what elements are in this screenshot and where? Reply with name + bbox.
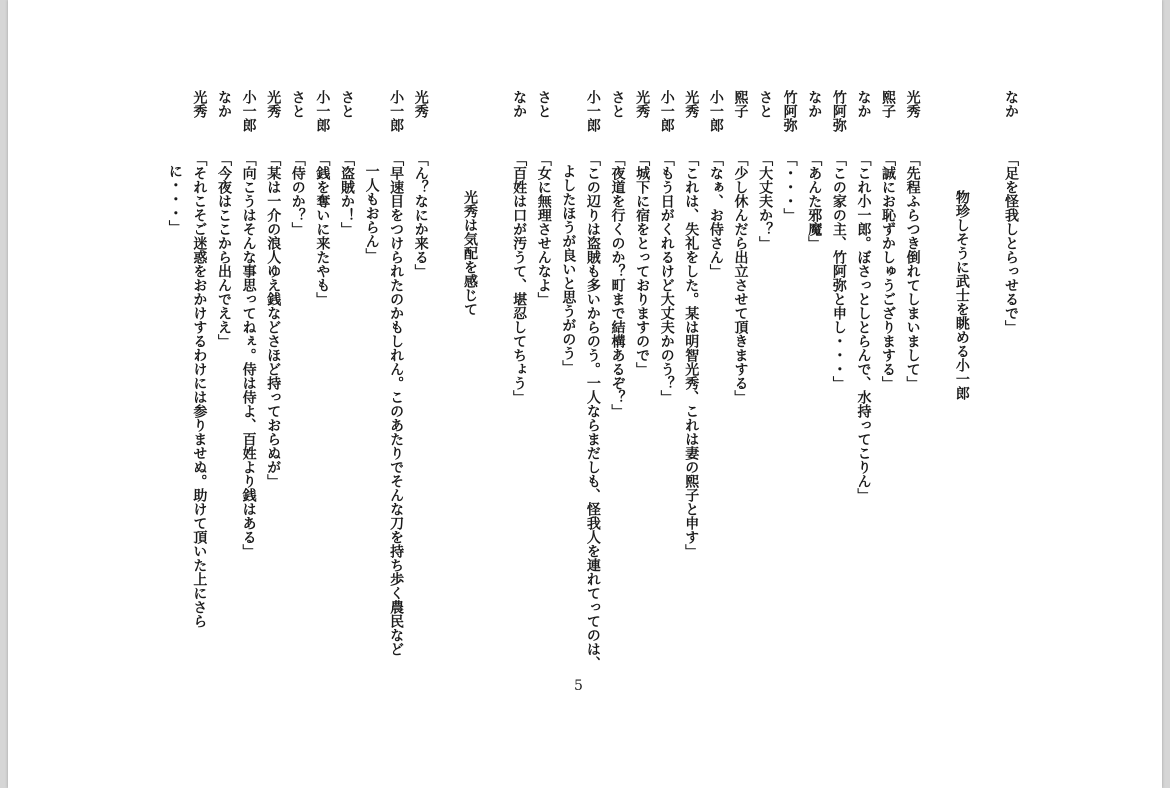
dialogue-line — [187, 90, 212, 700]
dialogue-text: 「もう日がくれるけど大丈夫かのう？」 — [658, 152, 675, 404]
dialogue-text: 「大丈夫か？」 — [757, 152, 774, 250]
dialogue-text: 「この家の主、竹阿弥と申し・・・」 — [830, 152, 847, 390]
dialogue-line — [261, 90, 286, 700]
dialogue-text: 「あんた邪魔」 — [806, 152, 823, 250]
speaker-name: さと — [609, 90, 626, 118]
speaker-name: 光秀 — [904, 90, 921, 118]
dialogue-line — [679, 90, 704, 700]
dialogue-continuation — [359, 90, 384, 700]
dialogue-line — [334, 90, 359, 700]
speaker-name: さと — [338, 90, 355, 118]
page-number: 5 — [574, 678, 583, 694]
blank-line — [925, 90, 950, 100]
dialogue-text: 「今夜はここから出んでええ」 — [216, 152, 232, 348]
dialogue-line — [900, 90, 925, 700]
dialogue-continuation-text: よしたほうが良いと思うがのう」 — [560, 164, 577, 374]
dialogue-text: 「なぁ、お侍さん」 — [707, 152, 724, 278]
dialogue-text: 「少し休んだら出立させて頂きまする」 — [732, 152, 749, 404]
dialogue-text: 「侍のか？」 — [289, 152, 306, 236]
dialogue-line — [310, 90, 335, 700]
dialogue-text: 「早速目をつけられたのかもしれん。このあたりでそんな刀を持ち歩く農民など — [388, 152, 405, 656]
speaker-name: 小一郎 — [584, 90, 601, 132]
speaker-name: なか — [855, 90, 872, 118]
speaker-name: なか — [216, 90, 232, 118]
dialogue-text: 「先程ふらつき倒れてしまいまして」 — [904, 152, 921, 390]
dialogue-text: 「この辺りは盗賊も多いからのう。一人ならまだしも、怪我人を連れてってのは、 — [584, 152, 601, 670]
dialogue-text: 「これは、失礼をした。某は明智光秀、これは妻の熙子と申す」 — [683, 152, 700, 558]
dialogue-text: 「盗賊か！」 — [338, 152, 355, 236]
dialogue-line — [507, 90, 532, 700]
dialogue-text: 「某は一介の浪人ゆえ銭などさほど持っておらぬが」 — [265, 152, 282, 488]
script-page — [8, 0, 1162, 788]
dialogue-line — [630, 90, 655, 700]
dialogue-line — [802, 90, 827, 700]
dialogue-continuation — [162, 90, 187, 700]
stage-direction-text: 光秀は気配を感じて — [461, 190, 478, 316]
speaker-name: 小一郎 — [658, 90, 675, 132]
dialogue-line — [728, 90, 753, 700]
dialogue-text: 「百姓は口が汚うて、堪忍してちょう」 — [511, 152, 528, 404]
dialogue-line — [703, 90, 728, 700]
dialogue-text: 「夜道を行くのか？町まで結構あるぞ？」 — [609, 152, 626, 418]
blank-line — [433, 90, 458, 100]
speaker-name: 竹阿弥 — [830, 90, 847, 132]
speaker-name: 小一郎 — [707, 90, 724, 132]
dialogue-continuation-text: 一人もおらん」 — [363, 164, 380, 262]
blank-line — [482, 90, 507, 100]
speaker-name: さと — [535, 90, 552, 118]
speaker-name: なか — [1003, 90, 1019, 118]
dialogue-line — [285, 90, 310, 700]
dialogue-text: 「・・・」 — [781, 152, 798, 222]
dialogue-text: 「向こうはそんな事思ってねぇ。侍は侍よ、百姓より銭はある」 — [240, 152, 257, 558]
speaker-name: 小一郎 — [388, 90, 405, 132]
dialogue-line — [654, 90, 679, 700]
speaker-name: 小一郎 — [240, 90, 257, 132]
speaker-name: 光秀 — [412, 90, 429, 118]
dialogue-line — [605, 90, 630, 700]
dialogue-line — [826, 90, 851, 700]
speaker-name: 小一郎 — [314, 90, 331, 132]
dialogue-line — [408, 90, 433, 700]
dialogue-text: 「銭を奪いに来たやも」 — [314, 152, 331, 306]
dialogue-line — [211, 90, 236, 700]
dialogue-text: 「足を怪我しとらっせるで」 — [1003, 152, 1019, 334]
speaker-name: さと — [289, 90, 306, 118]
speaker-name: 熙子 — [880, 90, 897, 118]
dialogue-line — [752, 90, 777, 700]
speaker-name: さと — [757, 90, 774, 118]
speaker-name: 光秀 — [265, 90, 282, 118]
screenplay-text — [162, 90, 1023, 700]
speaker-name: なか — [806, 90, 823, 118]
stage-direction — [949, 90, 974, 700]
dialogue-line — [851, 90, 876, 700]
speaker-name: 光秀 — [634, 90, 651, 118]
blank-line — [974, 90, 999, 100]
speaker-name: 竹阿弥 — [781, 90, 798, 132]
dialogue-text: 「ん？なにか来る」 — [412, 152, 429, 278]
stage-direction-text: 物珍しそうに武士を眺める小一郎 — [953, 190, 970, 400]
dialogue-continuation — [556, 90, 581, 700]
dialogue-continuation-text: に・・・」 — [166, 164, 183, 234]
speaker-name: 光秀 — [683, 90, 700, 118]
dialogue-line — [875, 90, 900, 700]
dialogue-line — [777, 90, 802, 700]
speaker-name: 光秀 — [191, 90, 208, 118]
speaker-name: なか — [511, 90, 528, 118]
dialogue-text: 「これ小一郎。ぼさっとしとらんで、水持ってこりん」 — [855, 152, 872, 502]
speaker-name: 熙子 — [732, 90, 749, 118]
dialogue-line — [998, 90, 1023, 700]
stage-direction — [457, 90, 482, 700]
dialogue-line — [580, 90, 605, 700]
dialogue-text: 「それこそご迷惑をおかけするわけには参りませぬ。助けて頂いた上にさら — [191, 152, 208, 628]
dialogue-line — [384, 90, 409, 700]
dialogue-line — [531, 90, 556, 700]
dialogue-text: 「城下に宿をとっておりますので」 — [634, 152, 651, 376]
dialogue-text: 「誠にお恥ずかしゅうござりまする」 — [880, 152, 897, 390]
dialogue-text: 「女に無理させんなよ」 — [535, 152, 552, 306]
dialogue-line — [236, 90, 261, 700]
